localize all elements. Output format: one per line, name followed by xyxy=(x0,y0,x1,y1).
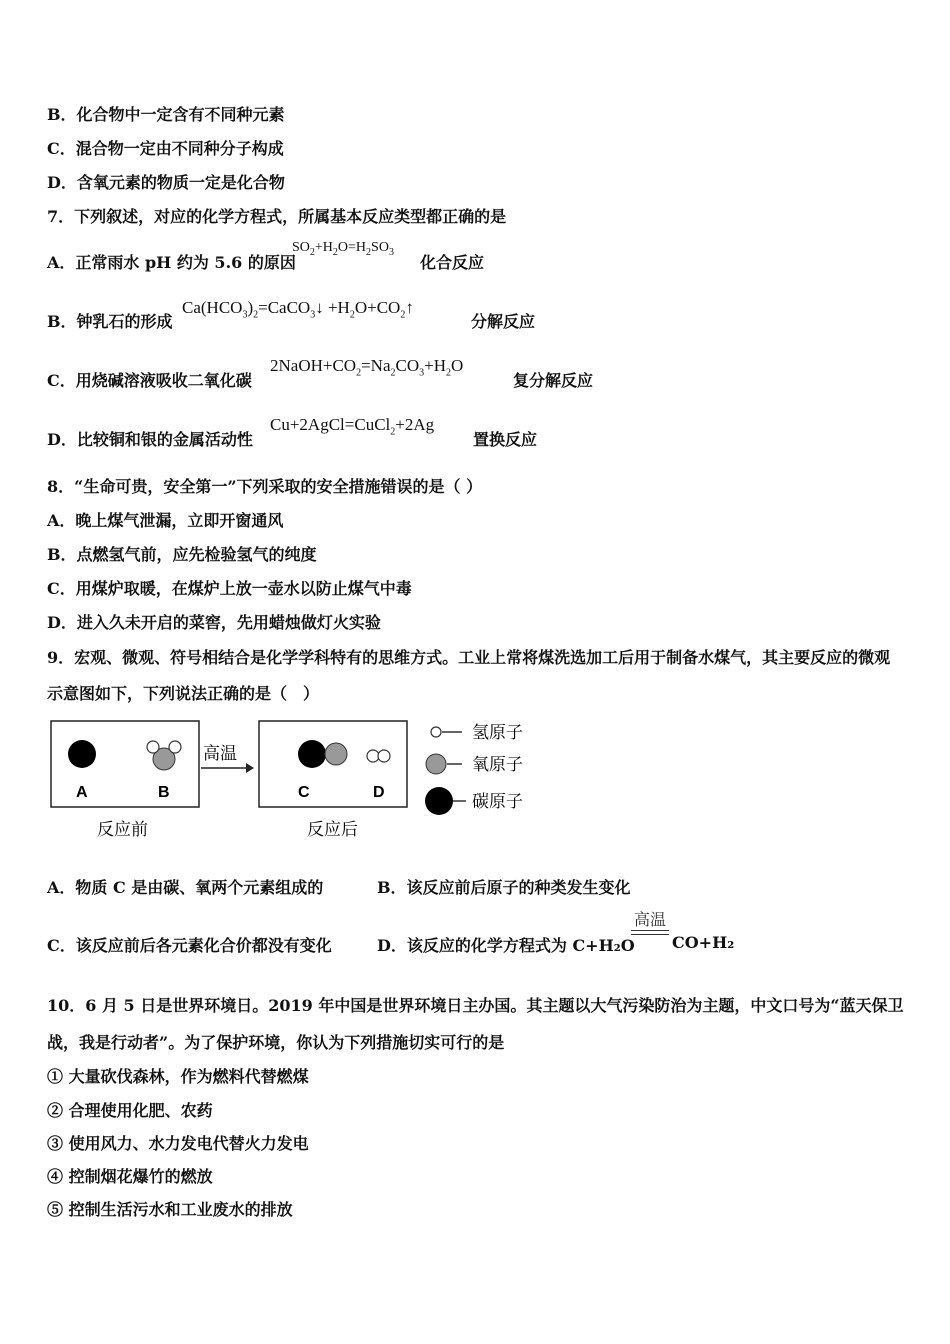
q7-a-equation: $SO_2+H_2O=H_2SO_3$ xyxy=(292,240,394,258)
q7-b-equation: $Ca(HCO_3)_2=CaCO_3↓$ $+H_2O+CO_2↑$ xyxy=(182,298,414,321)
reaction-diagram xyxy=(40,712,560,847)
legend-oxygen: 氧原子 xyxy=(472,755,523,774)
q7-b-text: B．钟乳石的形成 xyxy=(47,312,173,331)
q8-option-b: B．点燃氢气前，应先检验氢气的纯度 xyxy=(47,545,317,564)
q9-option-c: C．该反应前后各元素化合价都没有变化 xyxy=(47,936,332,955)
q10-item-4: ④ 控制烟花爆竹的燃放 xyxy=(47,1167,213,1186)
q10-item-2: ② 合理使用化肥、农药 xyxy=(47,1101,213,1120)
label-a: A xyxy=(76,784,88,801)
q10-stem-line2: 战，我是行动者”。为了保护环境，你认为下列措施切实可行的是 xyxy=(47,1033,505,1052)
q9-d-suffix: CO+H₂ xyxy=(672,933,735,952)
q7-a-text: A．正常雨水 pH 约为 5.6 的原因 xyxy=(47,253,296,272)
q7-d-equation: Cu+2AgCl=CuCl$_2$+2Ag xyxy=(270,415,435,438)
q10-item-5: ⑤ 控制生活污水和工业废水的排放 xyxy=(47,1200,293,1219)
q10-item-1: ① 大量砍伐森林，作为燃料代替燃煤 xyxy=(47,1067,309,1086)
hydrogen-atom-b2 xyxy=(169,741,181,753)
q7-a-type: 化合反应 xyxy=(420,253,485,272)
q7-option-a xyxy=(47,250,296,273)
hydrogen-atom-d2 xyxy=(378,750,390,762)
q10-item-3: ③ 使用风力、水力发电代替火力发电 xyxy=(47,1134,309,1153)
legend-carbon: 碳原子 xyxy=(472,792,523,811)
q7-c-equation: $2NaOH+CO_2=Na_2CO_3+H_2O$ xyxy=(270,356,464,379)
q8-option-d: D．进入久未开启的菜窖，先用蜡烛做灯火实验 xyxy=(47,613,381,632)
q7-stem: 7．下列叙述，对应的化学方程式，所属基本反应类型都正确的是 xyxy=(47,207,507,226)
q9-d-prefix: D．该反应的化学方程式为 C+H₂O xyxy=(377,936,635,955)
arrow-condition: 高温 xyxy=(203,744,237,763)
carbon-atom-c xyxy=(298,740,326,768)
q7-b-type: 分解反应 xyxy=(471,312,536,331)
q7-option-d xyxy=(47,427,253,450)
q9-d-equal-sign xyxy=(631,930,669,935)
q9-d-condition: 高温 xyxy=(633,912,666,929)
q7-option-b xyxy=(47,309,173,332)
q8-option-a: A．晚上煤气泄漏，立即开窗通风 xyxy=(47,511,284,530)
label-c: C xyxy=(298,784,310,801)
caption-after: 反应后 xyxy=(307,820,358,839)
q8-stem: 8．“生命可贵，安全第一”下列采取的安全措施错误的是（ ） xyxy=(47,477,483,496)
q6-option-b: B．化合物中一定含有不同种元素 xyxy=(47,105,285,124)
q9-stem-line1: 9．宏观、微观、符号相结合是化学学科特有的思维方式。工业上常将煤洗选加工后用于制备水煤气，其主要反应的微观 xyxy=(47,648,891,667)
q7-c-text: C．用烧碱溶液吸收二氧化碳 xyxy=(47,371,252,390)
oxygen-atom-c xyxy=(325,743,347,765)
label-d: D xyxy=(373,784,385,801)
q7-option-c xyxy=(47,368,252,391)
q9-option-b: B．该反应前后原子的种类发生变化 xyxy=(377,878,631,897)
hydrogen-atom-d1 xyxy=(367,750,379,762)
carbon-atom-a xyxy=(68,740,96,768)
hydrogen-atom-b1 xyxy=(147,741,159,753)
q8-option-c: C．用煤炉取暖，在煤炉上放一壶水以防止煤气中毒 xyxy=(47,579,412,598)
q9-option-a: A．物质 C 是由碳、氧两个元素组成的 xyxy=(47,878,324,897)
q6-option-c: C．混合物一定由不同种分子构成 xyxy=(47,139,284,158)
q7-d-type: 置换反应 xyxy=(473,430,538,449)
label-b: B xyxy=(158,784,170,801)
q6-option-d: D．含氧元素的物质一定是化合物 xyxy=(47,173,285,192)
q7-d-text: D．比较铜和银的金属活动性 xyxy=(47,430,253,449)
caption-before: 反应前 xyxy=(97,820,148,839)
q9-stem-line2: 示意图如下，下列说法正确的是（ ） xyxy=(47,684,320,703)
legend-hydrogen: 氢原子 xyxy=(472,723,523,742)
q10-stem-line1: 10．6 月 5 日是世界环境日。2019 年中国是世界环境日主办国。其主题以大气污染防治为主题，中文口号为“蓝天保卫 xyxy=(47,996,904,1015)
q9-option-d xyxy=(377,933,635,956)
q7-c-type: 复分解反应 xyxy=(513,371,594,390)
